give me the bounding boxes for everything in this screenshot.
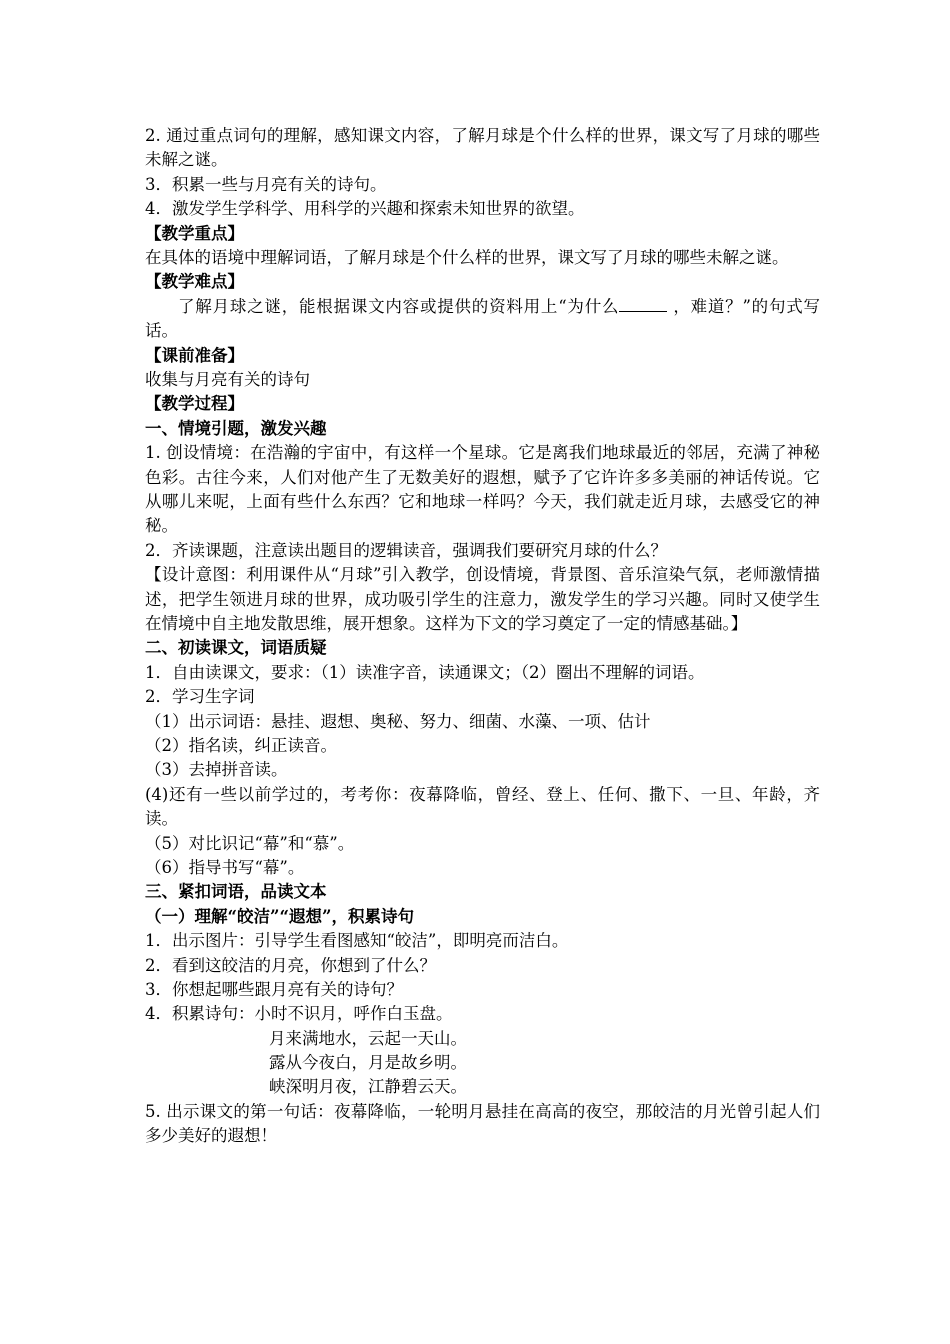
poem-line-2: 月来满地水，云起一天山。 [269, 1028, 467, 1048]
difficulties-text-before: 了解月球之谜，能根据课文内容或提供的资料用上“为什么 [178, 296, 620, 316]
objective-item-2: 2. 通过重点词句的理解，感知课文内容，了解月球是个什么样的世界，课文写了月球的哪些未解之谜。 [145, 126, 820, 170]
difficulties-text-after: ，难道？”的句式写话。 [145, 296, 821, 341]
objective-item-3: 3．积累一些与月亮有关的诗句。 [145, 174, 387, 194]
objective-item-4: 4．激发学生学科学、用科学的兴趣和探索未知世界的欲望。 [145, 199, 585, 219]
section-2-step-2: （2）指名读，纠正读音。 [145, 735, 337, 755]
section-2-step-5: （5）对比识记“幕”和“慕”。 [145, 833, 355, 853]
section-1-paragraph-2: 2．齐读课题，注意读出题目的逻辑读音，强调我们要研究月球的什么？ [145, 540, 667, 560]
key-points-text: 在具体的语境中理解词语，了解月球是个什么样的世界，课文写了月球的哪些未解之谜。 [145, 247, 789, 267]
section-3-paragraph-1: 1．出示图片：引导学生看图感知“皎洁”，即明亮而洁白。 [145, 931, 569, 951]
section-3-paragraph-2: 2．看到这皎洁的月亮，你想到了什么？ [145, 955, 436, 975]
poem-line-3: 露从今夜白，月是故乡明。 [269, 1053, 467, 1073]
key-points-heading: 【教学重点】 [145, 223, 244, 243]
section-1-title: 一、情境引题，激发兴趣 [145, 418, 327, 438]
document-page [145, 124, 820, 1149]
difficulties-text [145, 295, 820, 344]
section-3-paragraph-3: 3．你想起哪些跟月亮有关的诗句？ [145, 979, 403, 999]
difficulties-heading: 【教学难点】 [145, 272, 244, 292]
section-2-paragraph-2: 2．学习生字词 [145, 687, 255, 707]
fill-in-blank [619, 295, 667, 312]
section-3-paragraph-5: 5. 出示课文的第一句话：夜幕降临，一轮明月悬挂在高高的夜空，那皎洁的月光曾引起人们多少美好的遐想！ [145, 1101, 820, 1146]
poem-line-4: 峡深明月夜，江静碧云天。 [269, 1077, 467, 1097]
section-2-paragraph-1: 1．自由读课文，要求：（1）读准字音，读通课文；（2）圈出不理解的词语。 [145, 662, 705, 682]
preparation-heading: 【课前准备】 [145, 345, 244, 365]
section-2-step-1: （1）出示词语：悬挂、遐想、奥秘、努力、细菌、水藻、一项、估计 [145, 711, 651, 731]
section-3-paragraph-4: 4．积累诗句：小时不识月，呼作白玉盘。 [145, 1004, 453, 1024]
section-2-step-6: （6）指导书写“幕”。 [145, 857, 305, 877]
section-2-step-3: （3）去掉拼音读。 [145, 760, 288, 780]
section-2-step-4: (4)还有一些以前学过的，考考你：夜幕降临，曾经、登上、任何、撒下、一旦、年龄，齐读。 [145, 784, 820, 829]
design-intent: 【设计意图：利用课件从“月球”引入教学，创设情境，背景图、音乐渲染气氛，老师激情描述，把学生领进月球的世界，成功吸引学生的注意力，激发学生的学习兴趣。同时又使学生在情境中自主地发散思维，展开想象。这样为下文的学习奠定了一定的情感基础。】 [145, 565, 820, 633]
section-3-title: 三、紧扣词语，品读文本 [145, 882, 327, 902]
preparation-text: 收集与月亮有关的诗句 [145, 369, 310, 389]
section-2-title: 二、初读课文，词语质疑 [145, 638, 327, 658]
process-heading: 【教学过程】 [145, 394, 244, 414]
section-3-subtitle-1: （一）理解“皎洁”“遐想”，积累诗句 [145, 906, 414, 926]
section-1-paragraph-1: 1. 创设情境：在浩瀚的宇宙中，有这样一个星球。它是离我们地球最近的邻居，充满了神秘色彩。古往今来，人们对他产生了无数美好的遐想，赋予了它许许多多美丽的神话传说。它从哪儿来呢，上面有些什么东西？它和地球一样吗？今天，我们就走近月球，去感受它的神秘。 [145, 443, 820, 536]
